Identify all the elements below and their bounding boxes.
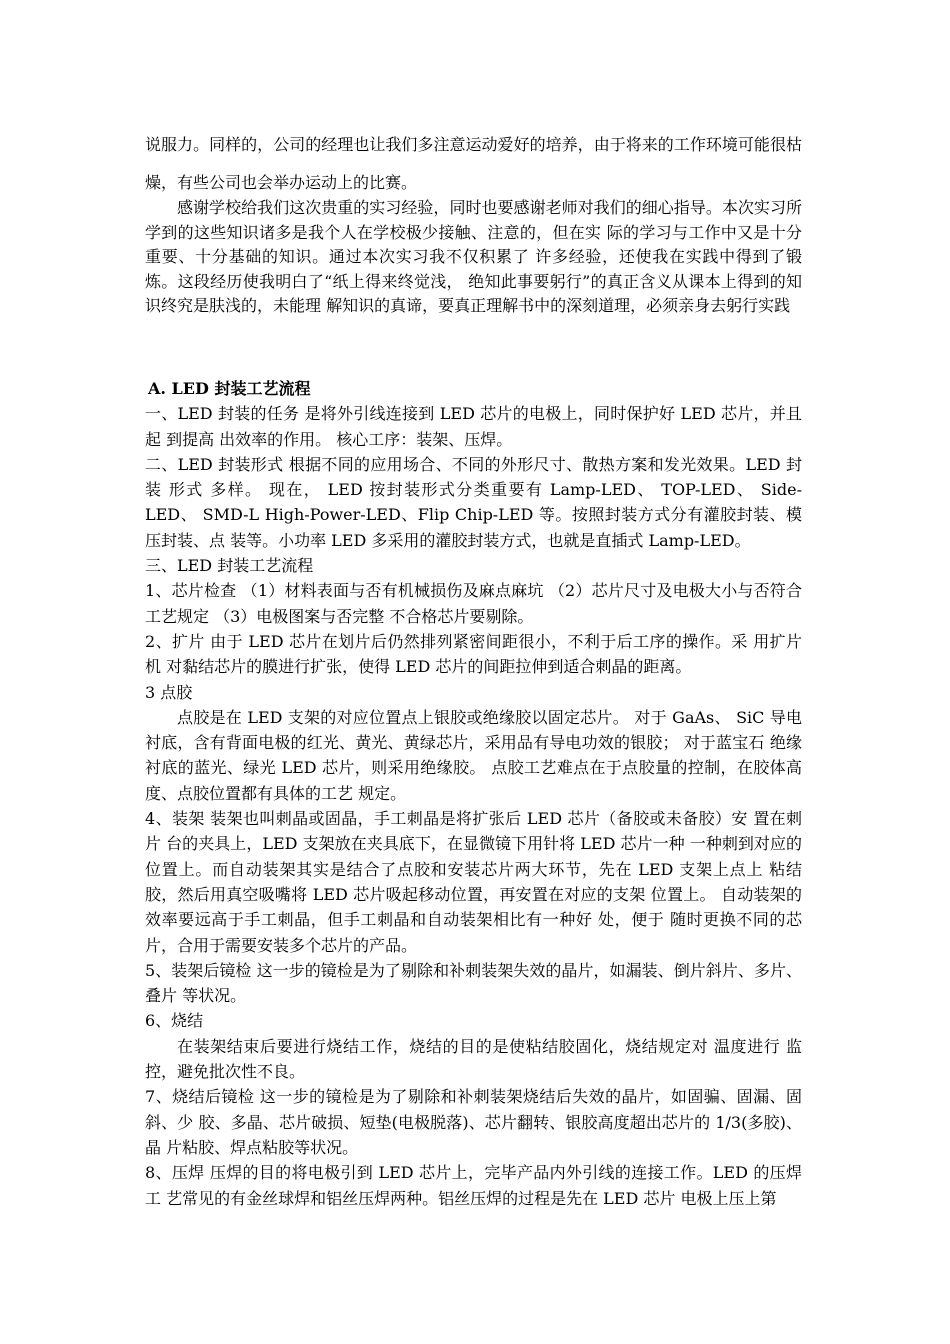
paragraph-post-mount-inspection: 5、装架后镜检 这一步的镜检是为了剔除和补刺装架失效的晶片，如漏装、倒片斜片、多片、叠片 等状况。 [145,960,802,1006]
paragraph-dispensing-title: 3 点胶 [145,682,193,702]
paragraph-mounting: 4、装架 装架也叫刺晶或固晶，手工刺晶是将扩张后 LED 芯片（备胶或未备胶）安 置在刺片 台的夹具上，LED 支架放在夹具底下，在显微镜下用针将 LED 芯片一种 一种刺到对应的位置上。而自动装架其实是结合了点胶和安装芯片两大环节，先在 LED 支架上点上 粘结胶，然后用真空吸嘴将 LED 芯片吸起移动位置，再安置在对应的支架 位置上。 自动装架的效率要远高于手工刺晶，但手工刺晶和自动装架相比有一种好 处，便于 随时更换不同的芯片，合用于需要安装多个芯片的产品。 [145,809,802,955]
paragraph-post-sinter-inspection: 7、烧结后镜检 这一步的镜检是为了剔除和补刺装架烧结后失效的晶片，如固骗、固漏、固斜、少 胶、多晶、芯片破损、短垫(电极脱落)、芯片翻转、银胶高度超出芯片的 1/3(多胶)、晶 片粘胶、焊点粘胶等状况。 [145,1087,802,1157]
section-led-packaging [145,376,802,1211]
paragraph-packaging-form: 二、LED 封装形式 根据不同的应用场合、不同的外形尺寸、散热方案和发光效果。LED 封装 形式 多样。 现在， LED 按封装形式分类重要有 Lamp-LED、 TOP-LED、 Side-LED、 SMD-L High-Power-LED、Flip Chip-LED 等。按照封装方式分有灌胶封装、模压封装、点 装等。小功率 LED 多采用的灌胶封装方式，也就是直插式 Lamp-LED。 [145,454,802,550]
section-heading: A. LED 封装工艺流程 [148,379,311,398]
intro-paragraph-1: 说服力。同样的，公司的经理也让我们多注意运动爱好的培养，由于将来的工作环境可能很枯燥，有些公司也会举办运动上的比赛。 [145,135,802,192]
paragraph-packaging-task: 一、LED 封装的任务 是将外引线连接到 LED 芯片的电极上，同时保护好 LED 芯片，并且起 到提高 出效率的作用。 核心工序：装架、压焊。 [145,404,802,449]
intro-paragraph-2: 感谢学校给我们这次贵重的实习经验，同时也要感谢老师对我们的细心指导。本次实习所学到的这些知识诸多是我个人在学校极少接触、注意的，但在实 际的学习与工作中又是十分重要、十分基础的知识。通过本次实习我不仅积累了 许多经验，还使我在实践中得到了锻炼。这段经历使我明白了“纸上得来终觉浅， 绝知此事要躬行”的真正含义从课本上得到的知识终究是肤浅的，未能理 解知识的真谛，要真正理解书中的深刻道理，必须亲身去躬行实践 [145,198,802,315]
paragraph-wire-bonding: 8、压焊 压焊的目的将电极引到 LED 芯片上，完毕产品内外引线的连接工作。LED 的压焊工 艺常见的有金丝球焊和铝丝压焊两种。铝丝压焊的过程是先在 LED 芯片 电极上压上第 [145,1163,802,1208]
paragraph-chip-inspection: 1、芯片检查 （1）材料表面与否有机械损伤及麻点麻坑 （2）芯片尺寸及电极大小与否符合工艺规定 （3）电极图案与否完整 不合格芯片要剔除。 [145,581,802,626]
paragraph-dispensing-body: 点胶是在 LED 支架的对应位置点上银胶或绝缘胶以固定芯片。 对于 GaAs、 SiC 导电衬底，含有背面电极的红光、黄光、黄绿芯片，采用品有导电功效的银胶； 对于蓝宝石 绝缘衬底的蓝光、绿光 LED 芯片，则采用绝缘胶。 点胶工艺难点在于点胶量的控制，在胶体高度、点胶位置都有具体的工艺 规定。 [145,707,802,803]
paragraph-sintering-body: 在装架结束后要进行烧结工作，烧结的目的是使粘结胶固化，烧结规定对 温度进行 监控，避免批次性不良。 [145,1036,802,1082]
paragraph-sintering-title: 6、烧结 [145,1011,204,1031]
paragraph-expansion: 2、扩片 由于 LED 芯片在划片后仍然排列紧密间距很小，不利于后工序的操作。采 用扩片机 对黏结芯片的膜进行扩张，使得 LED 芯片的间距拉伸到适合刺晶的距离。 [145,631,802,677]
paragraph-process-title: 三、LED 封装工艺流程 [145,556,314,576]
